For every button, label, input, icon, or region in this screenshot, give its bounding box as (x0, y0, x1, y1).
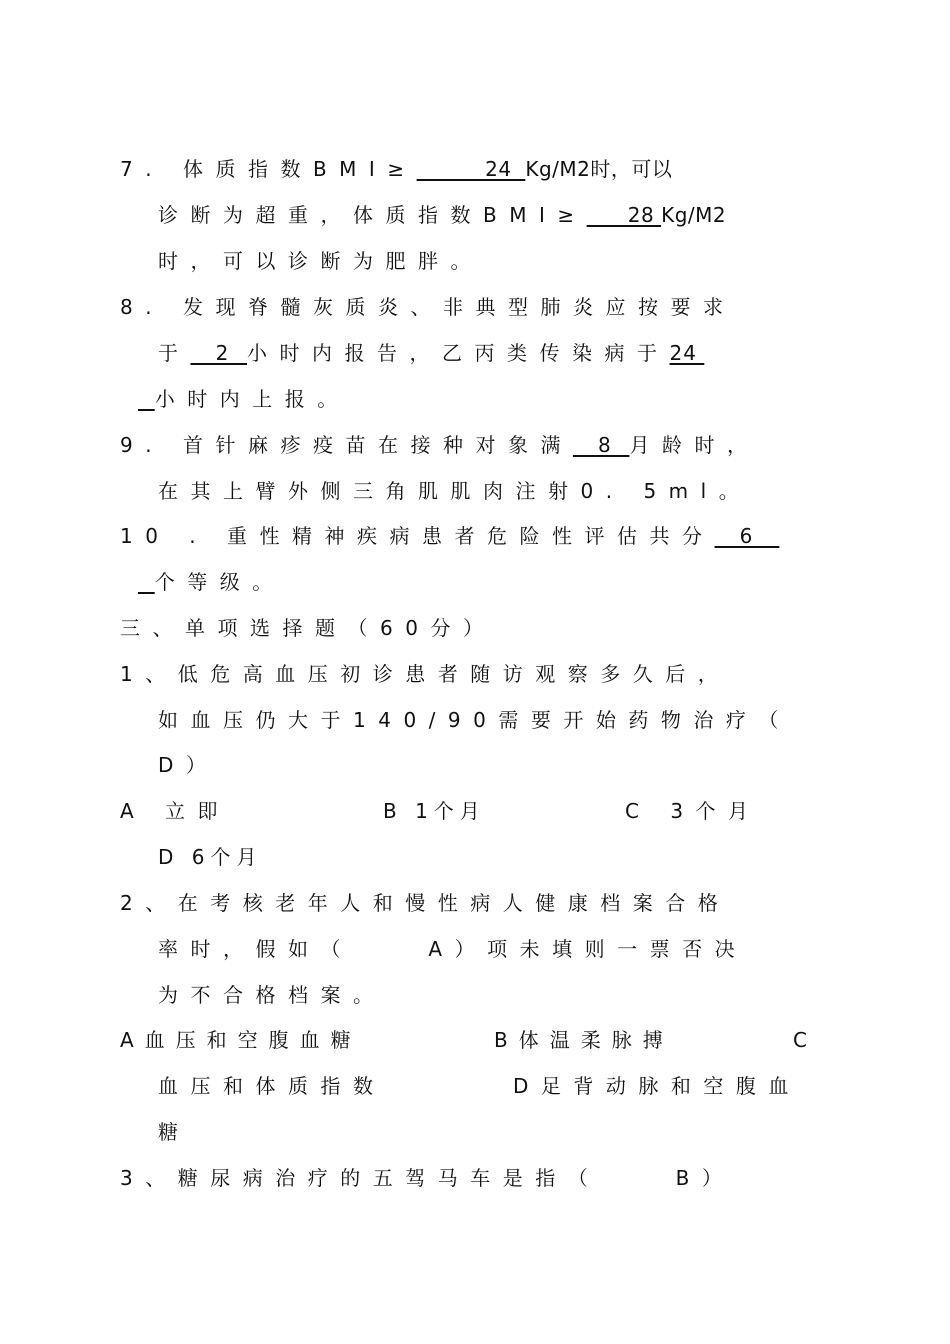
q8-line3-text: 小时内上报。 (154, 387, 350, 411)
q7-blank-24: 24 (416, 157, 526, 181)
q7-unit-1: Kg/M2时，可以 (525, 157, 673, 181)
q9-line1-text: 9. 首针麻疹疫苗在接种对象满 (120, 433, 573, 457)
q10-blank-cont (138, 570, 155, 594)
q7-line1-text: 7. 体质指数BMI≥ (120, 157, 417, 181)
q10-line-1 (120, 522, 779, 550)
mc1-line-1: 1、低危高血压初诊患者随访观察多久后， (120, 662, 731, 686)
q8-line2-text: 小时内报告，乙丙类传染病于 (247, 341, 670, 365)
q8-line-2 (158, 339, 704, 367)
q7-blank-28: 28 (586, 203, 662, 227)
q9-line1-end: 月龄时， (629, 433, 760, 457)
mc2-option-c-text: 血压和体质指数 (158, 1074, 386, 1098)
q10-blank-6: 6 (714, 524, 780, 548)
mc3-line-1: 3、糖尿病治疗的五驾马车是指（ B） (120, 1166, 735, 1190)
mc2-option-a: A血压和空腹血糖 (120, 1028, 362, 1052)
q7-line-3: 时，可以诊断为肥胖。 (158, 249, 483, 273)
q9-line-1 (120, 431, 759, 459)
mc2-option-c-letter: C (793, 1028, 820, 1052)
q8-line-3 (138, 385, 350, 413)
q10-line-2 (138, 568, 285, 596)
mc2-line-2: 率时，假如（ A）项未填则一票否决 (158, 937, 748, 961)
mc2-option-b: B体温柔脉搏 (494, 1028, 674, 1052)
mc1-option-a: A 立即 (120, 799, 231, 823)
q8-blank-cont (138, 387, 155, 411)
q8-blank-24: 24 (669, 341, 705, 365)
mc1-line-2: 如血压仍大于140/90需要开始药物治疗（ (158, 708, 791, 732)
q8-prefix: 于 (158, 341, 191, 365)
q10-line2-text: 个等级。 (154, 570, 285, 594)
q7-unit-2: Kg/M2 (661, 203, 727, 227)
mc2-line-3: 为不合格档案。 (158, 983, 386, 1007)
q9-line-2: 在其上臂外侧三角肌肌肉注射0. 5ml。 (158, 479, 752, 503)
mc1-option-b: B 1个月 (383, 799, 486, 823)
mc2-line-1: 2、在考核老年人和慢性病人健康档案合格 (120, 891, 731, 915)
mc1-option-d: D 6个月 (158, 845, 263, 869)
mc2-option-d-cont: 糖 (158, 1120, 191, 1144)
q8-line-1: 8. 发现脊髓灰质炎、非典型肺炎应按要求 (120, 295, 736, 319)
mc1-option-c: C 3个月 (625, 799, 761, 823)
q8-blank-2: 2 (190, 341, 248, 365)
q7-line2-text: 诊断为超重，体质指数BMI≥ (158, 203, 587, 227)
section-heading: 三、单项选择题（60分） (120, 616, 496, 640)
q10-line1-text: 10 . 重性精神疾病患者危险性评估共分 (120, 524, 715, 548)
mc1-line-3: D） (158, 753, 219, 777)
q7-line-2 (158, 201, 726, 229)
q9-blank-8: 8 (572, 433, 630, 457)
mc2-option-d: D足背动脉和空腹血 (513, 1074, 801, 1098)
q7-line-1 (120, 155, 672, 183)
